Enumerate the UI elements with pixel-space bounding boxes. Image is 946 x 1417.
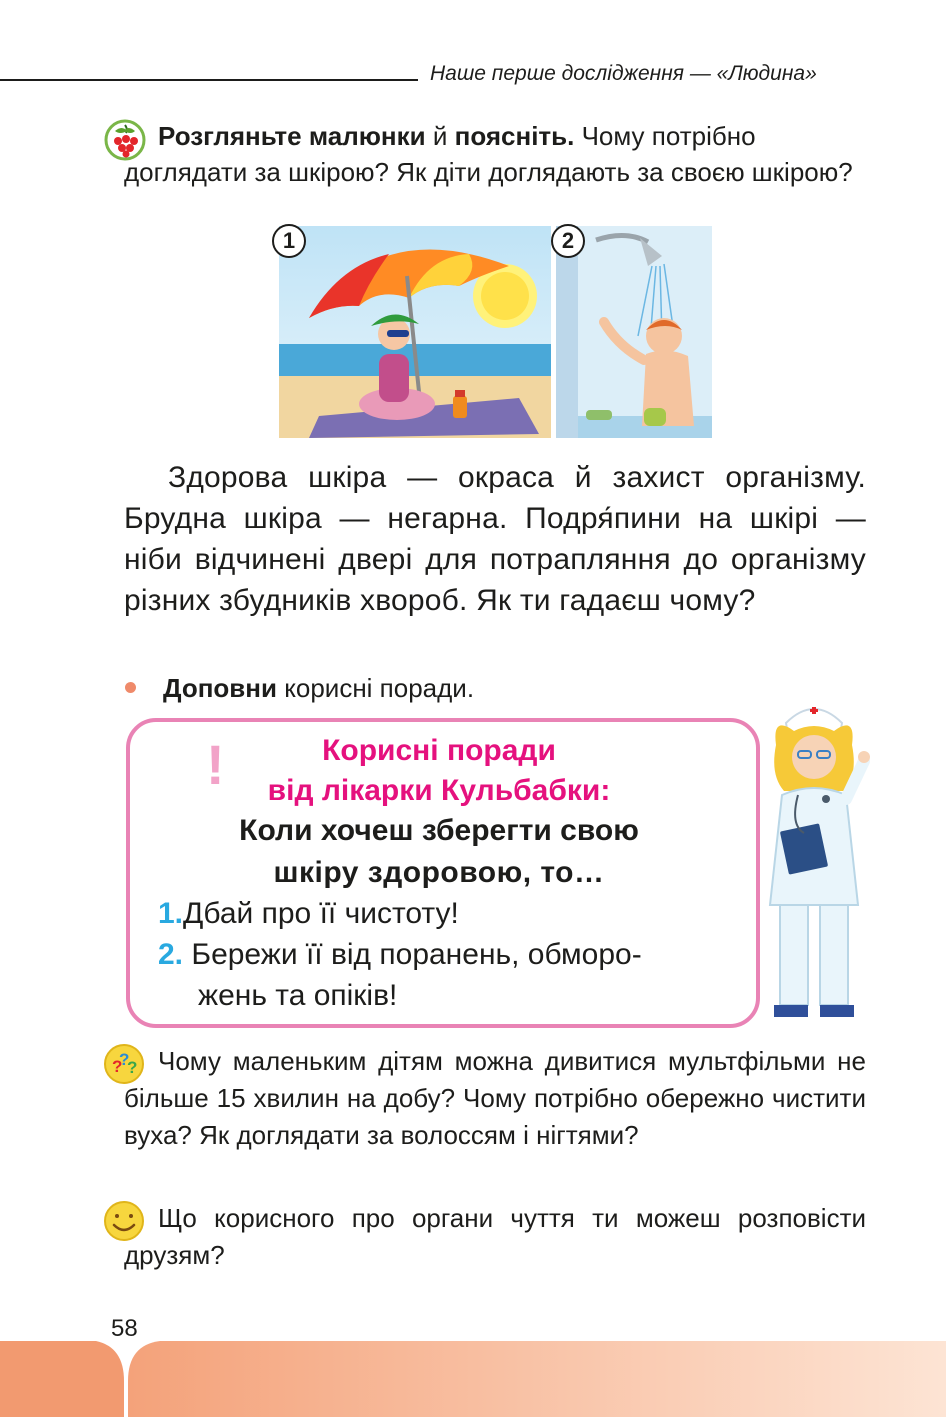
tip-item [158,893,459,934]
task-verb-explain: поясніть. [454,121,575,151]
svg-text:?: ? [112,1057,123,1076]
tips-title-author: від лікарки Кульбабки: [267,774,611,807]
complete-tips-instruction [163,671,474,705]
header-rule [0,79,418,81]
page-number: 58 [111,1315,138,1342]
tip-text: Бережи її від поранень, обморо- [191,938,642,971]
task-connector: й [425,121,455,151]
doctor-kulbabka-illustration [754,695,874,1027]
tips-subtitle: Коли хочеш зберегти свою [239,814,639,847]
tip-number: 1. [158,897,184,930]
skin-health-paragraph: Здорова шкіра — окраса й захист організму. Брудна шкіра — негарна. Подря́пини на шкірі — ніби відчинені двері для потрапляння до організму різних збудників хвороб. Як ти гадаєш чому? [124,461,866,617]
shower-boy-illustration [556,226,712,438]
bullet-marker [125,682,136,693]
footer-decorative-band [0,1341,946,1417]
share-with-friends-question: Що корисного про органи чуття ти можеш розповісти друзям? [124,1203,866,1270]
tip-text: Дбай про її чистоту! [183,897,459,930]
tips-title: Корисні поради [322,734,556,767]
task-question-start: Чому потрібно [574,121,756,151]
svg-text:?: ? [119,1050,130,1069]
exclamation-icon: ! [206,733,225,796]
beach-sunscreen-illustration [279,226,551,438]
svg-text:?: ? [127,1058,138,1077]
instruction-verb: Доповни [163,673,277,703]
tip-number: 2. [158,938,184,971]
discussion-questions: Чому маленьким дітям можна дивитися мультфільми не більше 15 хвилин на добу? Чому потрібно обережно чистити вуха? Як доглядати за волоссям і нігтями? [124,1046,866,1150]
tip-item [158,934,642,975]
picture-number-badge: 1 [272,224,306,258]
task-question-text: доглядати за шкірою? Як діти доглядають за своєю шкірою? [124,157,853,187]
tip-text-continuation: жень та опіків! [198,979,398,1012]
running-header: Наше перше дослідження — «Людина» [430,62,817,85]
tips-subtitle-end: шкіру здоровою, то… [273,856,605,889]
picture-number-badge: 2 [551,224,585,258]
task-instruction-line [158,118,756,154]
instruction-rest: корисні поради. [276,673,475,703]
task-verb-look: Розгляньте малюнки [158,121,426,151]
